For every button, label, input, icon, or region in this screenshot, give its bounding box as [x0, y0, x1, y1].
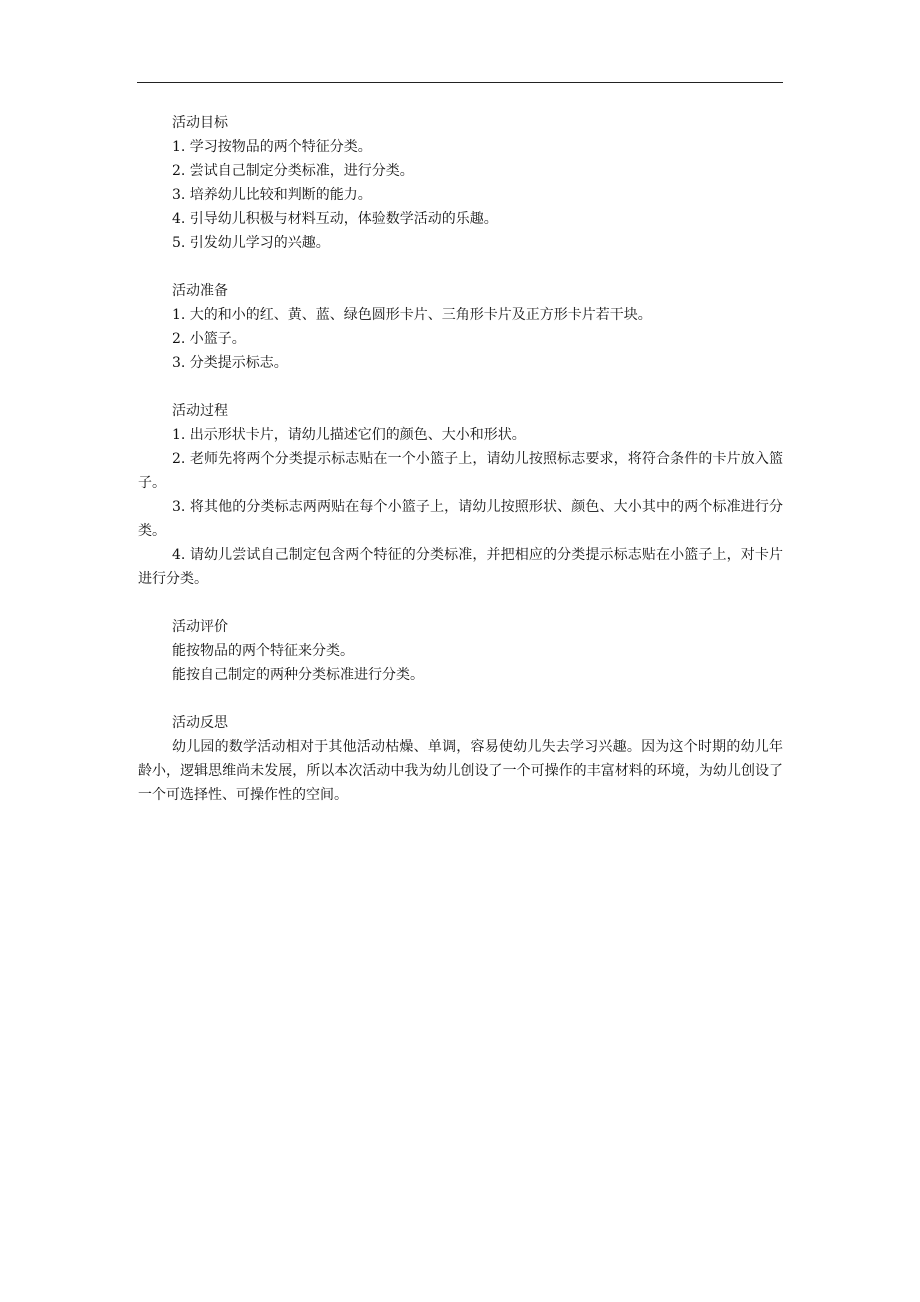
- section-heading: 活动准备: [172, 283, 228, 299]
- list-item: 能按自己制定的两种分类标准进行分类。: [172, 667, 424, 683]
- paragraph-item: 4. 请幼儿尝试自己制定包含两个特征的分类标准，并把相应的分类提示标志贴在小篮子上，对卡片进行分类。: [138, 547, 783, 587]
- list-item: 1. 大的和小的红、黄、蓝、绿色圆形卡片、三角形卡片及正方形卡片若干块。: [172, 307, 652, 323]
- section-reflection: [138, 711, 783, 807]
- section-process: [138, 399, 783, 591]
- paragraph-item: 2. 老师先将两个分类提示标志贴在一个小篮子上，请幼儿按照标志要求，将符合条件的卡片放入篮子。: [138, 451, 783, 491]
- list-item: 1. 出示形状卡片，请幼儿描述它们的颜色、大小和形状。: [172, 427, 526, 443]
- paragraph-item: 3. 将其他的分类标志两两贴在每个小篮子上，请幼儿按照形状、颜色、大小其中的两个标准进行分类。: [138, 499, 783, 539]
- section-heading: 活动反思: [172, 715, 228, 731]
- list-item: 能按物品的两个特征来分类。: [172, 643, 354, 659]
- section-heading: 活动目标: [172, 115, 228, 131]
- list-item: 5. 引发幼儿学习的兴趣。: [172, 235, 330, 251]
- section-goals: [138, 111, 783, 255]
- paragraph-item: 幼儿园的数学活动相对于其他活动枯燥、单调，容易使幼儿失去学习兴趣。因为这个时期的幼儿年龄小，逻辑思维尚未发展，所以本次活动中我为幼儿创设了一个可操作的丰富材料的环境，为幼儿创设了一个可选择性、可操作性的空间。: [138, 739, 783, 803]
- list-item: 2. 尝试自己制定分类标准，进行分类。: [172, 163, 414, 179]
- list-item: 4. 引导幼儿积极与材料互动，体验数学活动的乐趣。: [172, 211, 498, 227]
- header-rule: [137, 82, 783, 83]
- list-item: 3. 培养幼儿比较和判断的能力。: [172, 187, 372, 203]
- section-preparation: [138, 279, 783, 375]
- section-heading: 活动过程: [172, 403, 228, 419]
- document-body: [138, 111, 783, 831]
- list-item: 1. 学习按物品的两个特征分类。: [172, 139, 372, 155]
- list-item: 3. 分类提示标志。: [172, 355, 288, 371]
- section-evaluation: [138, 615, 783, 687]
- list-item: 2. 小篮子。: [172, 331, 246, 347]
- section-heading: 活动评价: [172, 619, 228, 635]
